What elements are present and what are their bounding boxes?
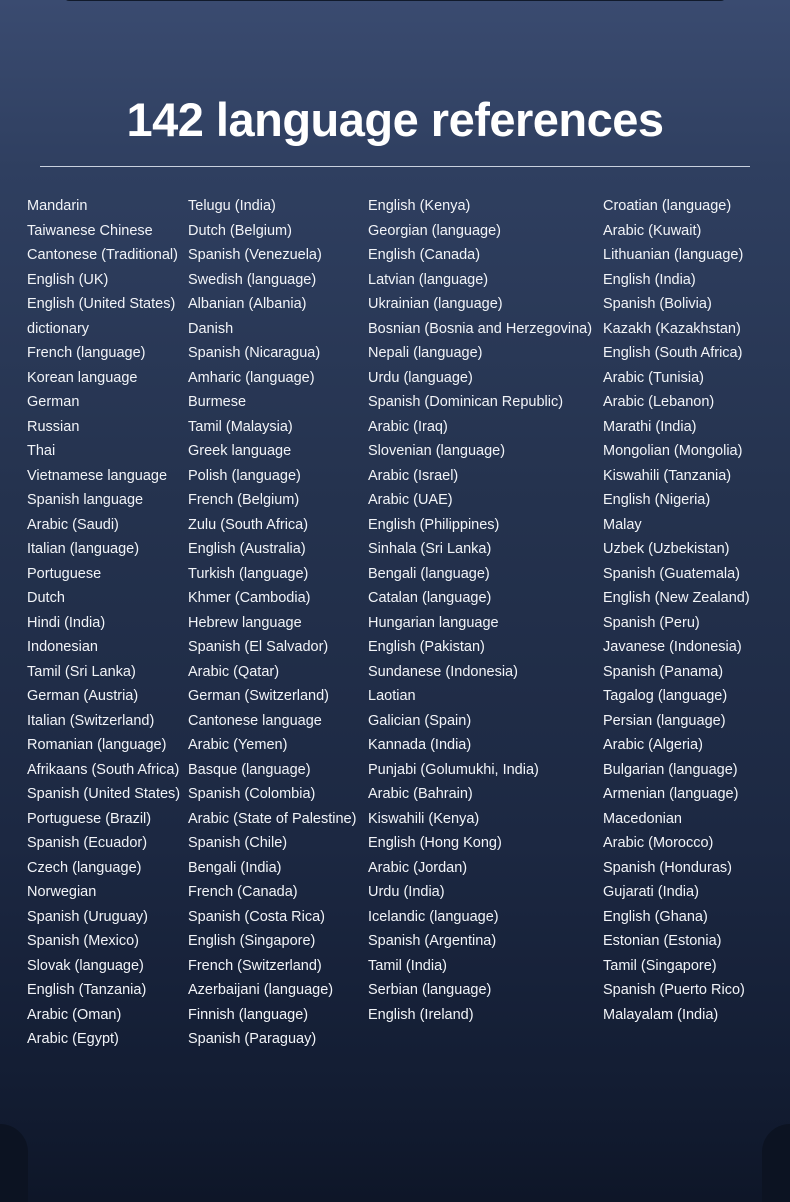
language-item: Arabic (Kuwait)	[603, 222, 702, 239]
language-item: Spanish (Peru)	[603, 614, 700, 631]
language-item: Arabic (Iraq)	[368, 418, 448, 435]
language-item: French (Canada)	[188, 884, 298, 900]
language-item: Tamil (Malaysia)	[188, 418, 293, 435]
language-item: Lithuanian (language)	[603, 247, 744, 263]
language-item: Kazakh (Kazakhstan)	[603, 320, 741, 337]
language-item: Mongolian (Mongolia)	[603, 443, 743, 459]
language-item: Sundanese (Indonesia)	[368, 663, 518, 680]
language-item: English (India)	[603, 271, 696, 288]
language-item: Arabic (Bahrain)	[368, 786, 473, 802]
language-item: English (Hong Kong)	[368, 835, 502, 851]
language-item: Taiwanese Chinese	[27, 222, 153, 239]
language-item: Croatian (language)	[603, 198, 732, 214]
language-item: Afrikaans (South Africa)	[27, 761, 180, 778]
language-item: Urdu (language)	[368, 369, 473, 386]
language-item: Georgian (language)	[368, 222, 502, 239]
language-column-1	[27, 194, 180, 1052]
language-item: English (Ghana)	[603, 908, 708, 925]
language-item: Gujarati (India)	[603, 884, 699, 900]
language-item: Spanish (United States)	[27, 786, 181, 802]
language-item: Serbian (language)	[368, 982, 492, 998]
language-item: Nepali (language)	[368, 345, 483, 361]
language-item: English (Australia)	[188, 541, 306, 557]
language-item: Kiswahili (Tanzania)	[603, 467, 732, 484]
title-divider	[40, 166, 750, 167]
language-item: Spanish language	[27, 492, 144, 508]
language-item: Arabic (Jordan)	[368, 859, 468, 876]
language-item: Persian (language)	[603, 712, 726, 729]
language-item: Azerbaijani (language)	[188, 982, 334, 998]
language-item: Hungarian language	[368, 614, 499, 631]
language-item: Punjabi (Golumukhi, India)	[368, 761, 539, 778]
language-item: Spanish (Venezuela)	[188, 247, 322, 263]
language-item: Tamil (India)	[368, 957, 447, 974]
language-item: Bengali (language)	[368, 565, 490, 582]
language-item: Arabic (Saudi)	[27, 516, 119, 533]
language-item: Albanian (Albania)	[188, 296, 307, 312]
language-item: Mandarin	[27, 198, 88, 214]
language-item: Dutch (Belgium)	[188, 222, 292, 239]
language-item: Spanish (Panama)	[603, 663, 724, 680]
language-item: Portuguese	[27, 565, 102, 582]
language-item: English (Tanzania)	[27, 982, 147, 998]
language-item: Italian (language)	[27, 541, 140, 557]
language-item: Khmer (Cambodia)	[188, 590, 311, 606]
language-item: English (New Zealand)	[603, 590, 750, 606]
language-item: Finnish (language)	[188, 1006, 309, 1023]
language-item: Czech (language)	[27, 859, 142, 876]
language-item: Greek language	[188, 443, 292, 459]
language-item: Russian	[27, 418, 80, 435]
language-item: Arabic (State of Palestine)	[188, 810, 357, 827]
language-item: Kannada (India)	[368, 737, 472, 753]
language-item: Spanish (Costa Rica)	[188, 908, 325, 925]
language-item: Javanese (Indonesia)	[603, 639, 742, 655]
language-item: Korean language	[27, 369, 138, 386]
language-item: Spanish (Chile)	[188, 835, 288, 851]
language-item: Spanish (Ecuador)	[27, 835, 148, 851]
language-item: Bulgarian (language)	[603, 761, 738, 778]
language-item: Urdu (India)	[368, 884, 445, 900]
language-item: Cantonese language	[188, 712, 322, 729]
language-item: French (Switzerland)	[188, 957, 322, 974]
language-item: Spanish (Guatemala)	[603, 565, 741, 582]
language-item: English (Pakistan)	[368, 639, 485, 655]
language-item: Arabic (UAE)	[368, 492, 453, 508]
page-title: 142 language references	[126, 93, 664, 146]
language-item: Arabic (Egypt)	[27, 1031, 119, 1047]
language-item: Spanish (Paraguay)	[188, 1031, 317, 1047]
language-item: Tagalog (language)	[603, 688, 728, 704]
language-column-4	[603, 194, 750, 1027]
language-item: Icelandic (language)	[368, 908, 499, 925]
language-item: Latvian (language)	[368, 271, 489, 288]
language-item: Kiswahili (Kenya)	[368, 810, 480, 827]
language-item: French (language)	[27, 345, 146, 361]
language-item: Arabic (Israel)	[368, 467, 459, 484]
language-item: Vietnamese language	[27, 467, 168, 484]
language-item: Sinhala (Sri Lanka)	[368, 541, 492, 557]
language-item: Estonian (Estonia)	[603, 933, 722, 949]
language-item: Uzbek (Uzbekistan)	[603, 541, 730, 557]
bottom-left-corner	[0, 1124, 28, 1202]
language-item: Amharic (language)	[188, 369, 315, 386]
language-item: Arabic (Morocco)	[603, 835, 714, 851]
top-edge-decoration	[64, 0, 726, 1]
language-item: Spanish (Honduras)	[603, 859, 732, 876]
language-item: Spanish (Bolivia)	[603, 296, 712, 312]
language-item: Telugu (India)	[188, 198, 276, 214]
language-item: German (Austria)	[27, 688, 139, 704]
language-item: Marathi (India)	[603, 418, 697, 435]
language-item: Bosnian (Bosnia and Herzegovina)	[368, 320, 593, 337]
language-item: English (Ireland)	[368, 1006, 474, 1023]
language-item: Swedish (language)	[188, 271, 317, 288]
language-item: Spanish (Puerto Rico)	[603, 982, 745, 998]
language-item: Arabic (Algeria)	[603, 737, 703, 753]
language-item: English (Canada)	[368, 247, 481, 263]
language-item: Hindi (India)	[27, 614, 106, 631]
language-item: Malayalam (India)	[603, 1006, 719, 1023]
language-item: Cantonese (Traditional)	[27, 247, 178, 263]
language-item: English (South Africa)	[603, 345, 743, 361]
language-column-3	[368, 194, 592, 1027]
language-item: Bengali (India)	[188, 859, 282, 876]
language-item: English (Singapore)	[188, 933, 316, 949]
language-item: Malay	[603, 516, 642, 533]
language-item: English (Kenya)	[368, 198, 471, 214]
language-item: Norwegian	[27, 884, 97, 900]
language-item: Polish (language)	[188, 467, 301, 484]
language-item: English (Philippines)	[368, 516, 500, 533]
bottom-right-corner	[762, 1124, 790, 1202]
language-item: Italian (Switzerland)	[27, 712, 155, 729]
language-item: Zulu (South Africa)	[188, 516, 309, 533]
language-item: English (United States)	[27, 296, 176, 312]
language-item: Romanian (language)	[27, 737, 167, 753]
language-item: Burmese	[188, 394, 247, 410]
language-item: Tamil (Singapore)	[603, 957, 717, 974]
language-item: Dutch	[27, 590, 65, 606]
language-item: French (Belgium)	[188, 492, 300, 508]
language-item: Basque (language)	[188, 761, 311, 778]
language-item: German	[27, 394, 80, 410]
language-item: Armenian (language)	[603, 786, 739, 802]
language-item: Arabic (Yemen)	[188, 737, 288, 753]
language-item: Indonesian	[27, 639, 98, 655]
language-item: English (Nigeria)	[603, 492, 711, 508]
language-item: Turkish (language)	[188, 565, 309, 582]
language-item: Spanish (Mexico)	[27, 933, 140, 949]
language-item: Spanish (Nicaragua)	[188, 345, 321, 361]
language-item: Danish	[188, 320, 234, 337]
language-item: German (Switzerland)	[188, 688, 330, 704]
language-item: Arabic (Lebanon)	[603, 394, 715, 410]
language-item: Catalan (language)	[368, 590, 492, 606]
language-item: Tamil (Sri Lanka)	[27, 663, 136, 680]
language-item: Arabic (Oman)	[27, 1006, 122, 1023]
language-column-2	[188, 194, 356, 1052]
language-item: Portuguese (Brazil)	[27, 810, 152, 827]
language-item: Slovak (language)	[27, 957, 144, 974]
language-item: Spanish (Dominican Republic)	[368, 394, 564, 410]
language-item: Arabic (Qatar)	[188, 663, 280, 680]
language-item: dictionary	[27, 320, 90, 337]
language-item: Thai	[27, 443, 56, 459]
language-item: Macedonian	[603, 810, 682, 827]
language-item: Arabic (Tunisia)	[603, 369, 704, 386]
language-item: Spanish (El Salvador)	[188, 639, 329, 655]
language-item: English (UK)	[27, 271, 109, 288]
language-item: Ukrainian (language)	[368, 296, 503, 312]
language-item: Spanish (Uruguay)	[27, 908, 148, 925]
language-item: Slovenian (language)	[368, 443, 506, 459]
language-item: Galician (Spain)	[368, 712, 472, 729]
language-item: Spanish (Colombia)	[188, 786, 316, 802]
language-item: Spanish (Argentina)	[368, 933, 497, 949]
language-item: Hebrew language	[188, 614, 302, 631]
language-item: Laotian	[368, 688, 416, 704]
